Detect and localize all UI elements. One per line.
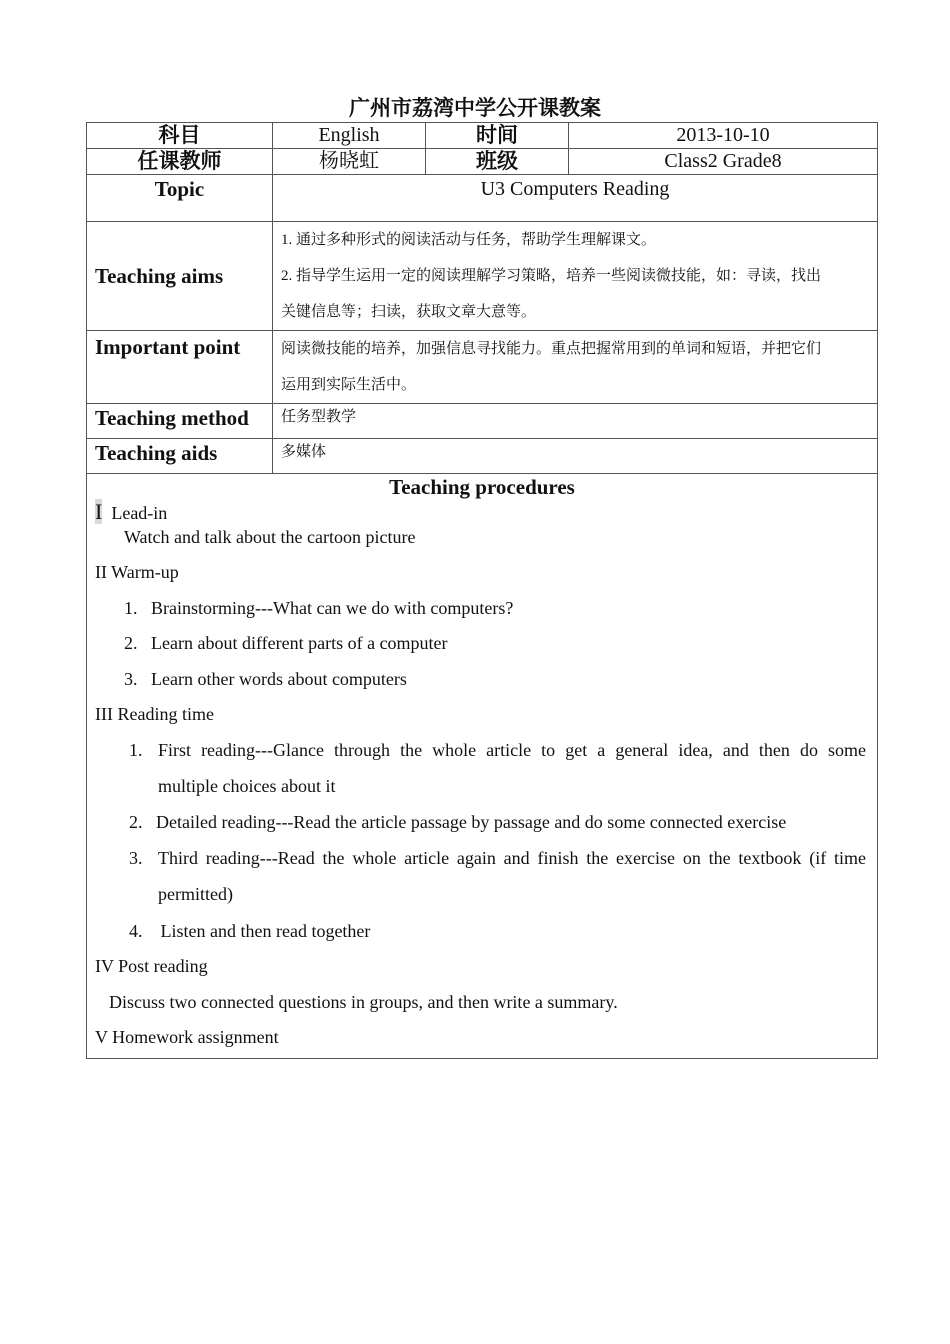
reading-item-1-number: 1. [129, 740, 143, 760]
section-1-text: Watch and talk about the cartoon picture [124, 527, 416, 547]
method-value: 任务型教学 [273, 404, 878, 439]
aims-line-1: 1. 通过多种形式的阅读活动与任务，帮助学生理解课文。 [281, 232, 657, 248]
topic-value: U3 Computers Reading [273, 175, 878, 222]
lesson-plan-table [86, 122, 878, 1059]
section-1-heading [95, 500, 167, 525]
subject-value: English [273, 123, 426, 149]
aims-content [273, 222, 878, 331]
reading-item-3-number: 3. [129, 848, 143, 868]
time-value: 2013-10-10 [569, 123, 878, 149]
class-value: Class2 Grade8 [569, 149, 878, 175]
aids-label: Teaching aids [87, 439, 273, 474]
header-row-2 [87, 149, 878, 175]
class-label: 班级 [426, 149, 569, 175]
teacher-value: 杨晓虹 [273, 149, 426, 175]
method-label: Teaching method [87, 404, 273, 439]
section-5-title: V Homework assignment [95, 1027, 279, 1047]
reading-item-4: 4. Listen and then read together [129, 921, 371, 941]
important-label: Important point [87, 331, 273, 404]
teacher-label: 任课教师 [87, 149, 273, 175]
reading-item-2: 2. Detailed reading---Read the article passage by passage and do some connected exercise [129, 812, 787, 832]
section-1-numeral: I [95, 499, 103, 524]
procedures-row [87, 474, 878, 1059]
section-2-title: II Warm-up [95, 562, 179, 582]
method-row [87, 404, 878, 439]
important-row [87, 331, 878, 404]
procedures-title: Teaching procedures [389, 475, 575, 499]
aids-row [87, 439, 878, 474]
section-4-title: IV Post reading [95, 956, 208, 976]
reading-item-1-line-1: First reading---Glance through the whole article to get a general idea, and then do some [158, 740, 866, 760]
topic-row [87, 175, 878, 222]
procedures-cell [87, 474, 878, 1059]
warmup-item-3: 3. Learn other words about computers [124, 669, 407, 689]
aims-line-2: 2. 指导学生运用一定的阅读理解学习策略，培养一些阅读微技能，如：寻读，找出 [281, 268, 822, 284]
document-title: 广州市荔湾中学公开课教案 [349, 96, 601, 120]
section-1-title: Lead-in [111, 503, 168, 523]
important-line-1: 阅读微技能的培养，加强信息寻找能力。重点把握常用到的单词和短语，并把它们 [281, 341, 822, 357]
aids-value: 多媒体 [273, 439, 878, 474]
time-label: 时间 [426, 123, 569, 149]
warmup-item-1: 1. Brainstorming---What can we do with computers? [124, 598, 514, 618]
topic-label: Topic [87, 175, 273, 222]
header-row-1 [87, 123, 878, 149]
aims-row [87, 222, 878, 331]
aims-label: Teaching aims [87, 222, 273, 331]
important-content [273, 331, 878, 404]
section-3-title: III Reading time [95, 704, 214, 724]
important-line-2: 运用到实际生活中。 [281, 377, 417, 393]
subject-label: 科目 [87, 123, 273, 149]
reading-item-1-line-2: multiple choices about it [158, 776, 336, 796]
reading-item-3-line-1: Third reading---Read the whole article again and finish the exercise on the textbook (if time [158, 848, 866, 868]
warmup-item-2: 2. Learn about different parts of a computer [124, 633, 448, 653]
reading-item-3-line-2: permitted) [158, 884, 233, 904]
section-4-text: Discuss two connected questions in groups, and then write a summary. [109, 992, 618, 1012]
aims-line-3: 关键信息等；扫读，获取文章大意等。 [281, 304, 537, 320]
